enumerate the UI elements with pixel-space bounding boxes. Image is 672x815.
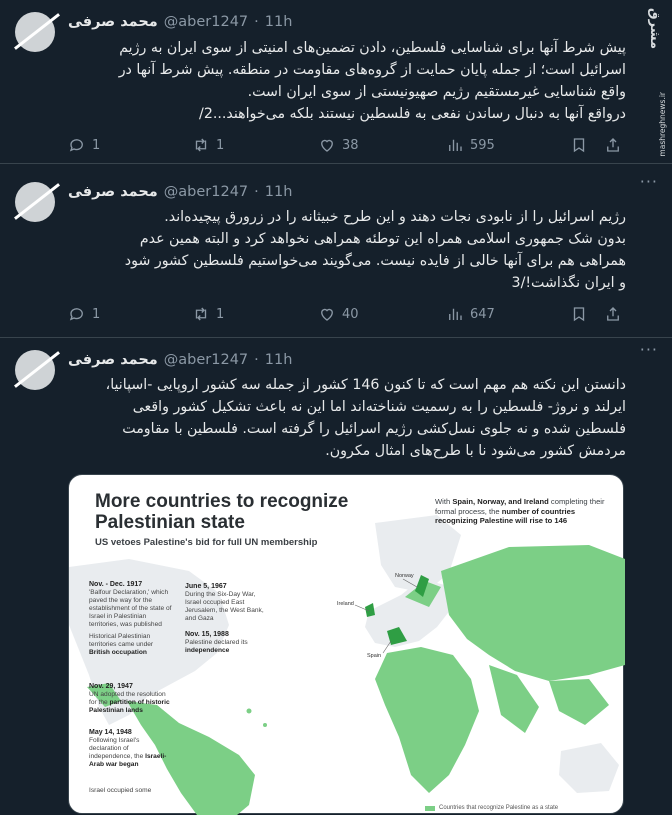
reply-count: 1 (92, 137, 101, 153)
author-name[interactable]: محمد صرفی (68, 14, 158, 30)
bookmark-icon (570, 305, 588, 323)
label-ireland: Ireland (337, 601, 354, 607)
tweet-header (68, 11, 292, 33)
timeline-text: 'Balfour Declaration,' which paved the way for the establishment of the state of Israel in Palestinian territories, was published (89, 589, 172, 628)
separator-dot: · (254, 14, 259, 30)
timeline-entry-1988 (185, 631, 269, 655)
separator-dot: · (254, 352, 259, 368)
author-name[interactable]: محمد صرفی (68, 352, 158, 368)
timeline-text: During the Six-Day War, Israel occupied East Jerusalem, the West Bank, and Gaza (185, 591, 264, 622)
avatar[interactable] (15, 12, 55, 52)
tweet-header (68, 349, 292, 371)
avatar[interactable] (15, 350, 55, 390)
timeline-date: Nov. 15, 1988 (185, 631, 229, 638)
retweet-count: 1 (216, 306, 225, 322)
more-options-icon[interactable]: ··· (639, 172, 658, 191)
retweet-icon (192, 136, 210, 154)
tweet-time[interactable]: 11h (264, 352, 293, 368)
avatar[interactable] (15, 182, 55, 222)
views-icon (446, 305, 464, 323)
tweet-actions (68, 134, 626, 156)
author-handle[interactable]: @aber1247 (163, 352, 249, 368)
heart-icon (318, 305, 336, 323)
tweet-header (68, 181, 292, 203)
reply-button[interactable] (68, 136, 100, 154)
timeline-text: Israel occupied some (89, 787, 152, 794)
timeline-text: UN adopted the resolution for the (89, 691, 166, 706)
timeline-date: June 5, 1967 (185, 583, 227, 590)
share-button[interactable] (604, 305, 622, 323)
like-count: 38 (342, 137, 359, 153)
infographic-note (435, 497, 611, 526)
share-button[interactable] (604, 136, 622, 154)
timeline-text: Palestine declared its (185, 639, 248, 646)
retweet-count: 1 (216, 137, 225, 153)
timeline-entry-1947 (89, 683, 173, 715)
views-button[interactable] (446, 305, 495, 323)
views-icon (446, 136, 464, 154)
reply-icon (68, 305, 86, 323)
timeline-entry-1948 (89, 729, 173, 769)
timeline-date: Nov. 29, 1947 (89, 683, 133, 690)
tweet-2[interactable] (0, 170, 672, 338)
label-norway: Norway (395, 573, 414, 579)
timeline-bold: partition of historic Palestinian lands (89, 699, 170, 714)
retweet-icon (192, 305, 210, 323)
tweet-1[interactable] (0, 0, 672, 164)
watermark-text: mashreghnews.ir (658, 92, 667, 157)
tweet-time[interactable]: 11h (264, 184, 293, 200)
note-countries: Spain, Norway, and Ireland (452, 497, 549, 506)
timeline-bold: British occupation (89, 649, 147, 656)
view-count: 595 (470, 137, 495, 153)
bookmark-button[interactable] (570, 305, 588, 323)
bookmark-icon (570, 136, 588, 154)
like-button[interactable] (318, 136, 359, 154)
reply-icon (68, 136, 86, 154)
mashregh-logo: مشرق (647, 8, 662, 49)
timeline-date: May 14, 1948 (89, 729, 132, 736)
legend-label: Countries that recognize Palestine as a state (439, 805, 559, 811)
author-name[interactable]: محمد صرفی (68, 184, 158, 200)
like-count: 40 (342, 306, 359, 322)
heart-icon (318, 136, 336, 154)
timeline-entry-1967 (185, 583, 269, 623)
infographic-title: More countries to recognize Palestinian state (95, 491, 349, 533)
timeline-extra: Historical Palestinian territories came under (89, 633, 154, 648)
timeline-text: Following Israel's declaration of independence, the (89, 737, 146, 760)
reply-button[interactable] (68, 305, 100, 323)
tweet-text: رژیم اسرائیل را از نابودی نجات دهند و این طرح خبیثانه را در زرورق پیچیده‌اند. بدون شک جمهوری اسلامی همراه این توطئه همراهی نخواهد کرد و البته همین عدم همراهی هم برای آنها خالی از فایده نیست. می‌گویند می‌خواستیم فلسطین کشور شود و ایران نگذاشت!/3 (124, 209, 626, 291)
like-button[interactable] (318, 305, 359, 323)
author-handle[interactable]: @aber1247 (163, 14, 249, 30)
author-handle[interactable]: @aber1247 (163, 184, 249, 200)
share-icon (604, 305, 622, 323)
infographic-subtitle: US vetoes Palestine's bid for full UN membership (95, 537, 318, 548)
tweet-text: دانستن این نکته هم مهم است که تا کنون 146 کشور از جمله سه کشور اروپایی -اسپانیا، ایرلند و نروژ- فلسطین را به رسمیت شناخته‌اند اما این نه باعث تشکیل کشور واقعی فلسطین شده و نه جلوی نسل‌کشی رژیم اسرائیل را گرفته است. فلسطین با مقاومت مردمش کشور می‌شود نا با طرح‌های امثال مکرون. (105, 377, 626, 459)
label-spain: Spain (367, 653, 382, 659)
timeline-bold: independence (185, 647, 230, 654)
reply-count: 1 (92, 306, 101, 322)
timeline-bold: Israeli-Arab war began (89, 753, 167, 768)
note-pre: With (435, 497, 453, 506)
separator-dot: · (254, 184, 259, 200)
retweet-button[interactable] (192, 305, 224, 323)
legend-swatch (425, 806, 435, 811)
timeline-date: Nov. - Dec. 1917 (89, 581, 143, 588)
retweet-button[interactable] (192, 136, 224, 154)
tweet-media-image[interactable] (68, 474, 624, 814)
map-legend (425, 805, 558, 811)
bookmark-button[interactable] (570, 136, 588, 154)
timeline-entry-occupied (89, 787, 173, 795)
tweet-actions (68, 303, 626, 325)
tweet-text: پیش شرط آنها برای شناسایی فلسطین، دادن تضمین‌های امنیتی از سوی ایران به رژیم اسرائیل است؛ از جمله پایان حمایت از گروه‌های مقاومت در منطقه. پیش شرط آنها در واقع شناسایی غیرمستقیم رژیم صهیونیستی از سوی ایران است. درواقع آنها به دنبال رساندن نفعی به فلسطین نیستند بلکه می‌خواهند...2/ (118, 40, 626, 122)
note-bold: number of countries recognizing Palestine will rise to 146 (435, 506, 576, 526)
views-button[interactable] (446, 136, 495, 154)
share-icon (604, 136, 622, 154)
note-mid: completing their formal process, the (435, 497, 605, 516)
timeline-entry-1917 (89, 581, 173, 657)
more-options-icon[interactable]: ··· (639, 340, 658, 359)
tweet-time[interactable]: 11h (264, 14, 293, 30)
view-count: 647 (470, 306, 495, 322)
